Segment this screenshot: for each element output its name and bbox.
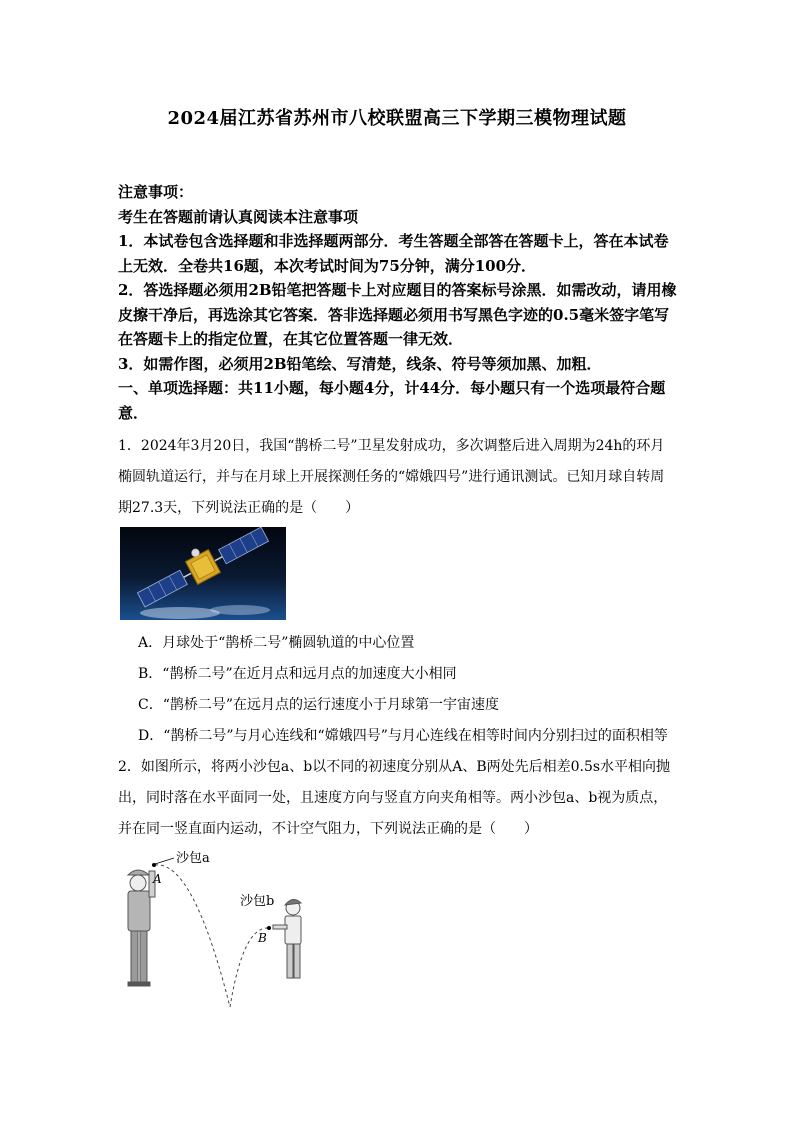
person-a-figure [128, 870, 155, 986]
throw-diagram [118, 845, 338, 1010]
question-1-option-b: B．“鹊桥二号”在近月点和远月点的加速度大小相同 [138, 666, 457, 682]
question-1 [118, 431, 678, 524]
question-1-option-c: C．“鹊桥二号”在远月点的运行速度小于月球第一宇宙速度 [138, 697, 500, 713]
person-b-figure [273, 899, 301, 978]
question-2 [118, 752, 678, 845]
label-point-a: A [153, 872, 162, 886]
satellite-image [120, 527, 286, 620]
question-1-option-a: A．月球处于“鹊桥二号”椭圆轨道的中心位置 [138, 635, 415, 651]
label-sandbag-a: 沙包a [176, 851, 210, 866]
notice-section [118, 180, 678, 425]
question-1-option-d: D．“鹊桥二号”与月心连线和“嫦娥四号”与月心连线在相等时间内分别扫过的面积相等 [138, 728, 668, 744]
notice-item-3: 3．如需作图，必须用2B铅笔绘、写清楚，线条、符号等须加黑、加粗． [118, 354, 602, 373]
question-1-stem: 1．2024年3月20日，我国“鹊桥二号”卫星发射成功，多次调整后进入周期为24h的环月椭圆轨道运行，并与在月球上开展探测任务的“嫦娥四号”进行通讯测试。已知月球自转周期27.3天，下列说法正确的是（ ） [118, 438, 665, 516]
notice-item-2: 2．答选择题必须用2B铅笔把答题卡上对应题目的答案标号涂黑．如需改动，请用橡皮擦干净后，再选涂其它答案．答非选择题必须用书写黑色字迹的0.5毫米签字笔写在答题卡上的指定位置，在其它位置答题一律无效． [118, 281, 677, 348]
label-sandbag-b: 沙包b [240, 894, 275, 909]
page-title: 2024届江苏省苏州市八校联盟高三下学期三模物理试题 [167, 108, 627, 129]
section-heading: 一、单项选择题：共11小题，每小题4分，计44分．每小题只有一个选项最符合题意． [118, 379, 666, 422]
trajectory-a [155, 865, 230, 1007]
question-2-stem: 2．如图所示，将两小沙包a、b以不同的初速度分别从A、B两处先后相差0.5s水平相向抛出，同时落在水平面同一处，且速度方向与竖直方向夹角相等。两小沙包a、b视为质点，并在同一竖直面内运动，不计空气阻力，下列说法正确的是（ ） [118, 759, 671, 837]
notice-item-1: 1．本试卷包含选择题和非选择题两部分．考生答题全部答在答题卡上，答在本试卷上无效．全卷共16题，本次考试时间为75分钟，满分100分． [118, 232, 669, 275]
notice-heading: 注意事项： [118, 183, 194, 201]
label-point-b: B [258, 931, 267, 945]
notice-intro: 考生在答题前请认真阅读本注意事项 [118, 207, 359, 226]
